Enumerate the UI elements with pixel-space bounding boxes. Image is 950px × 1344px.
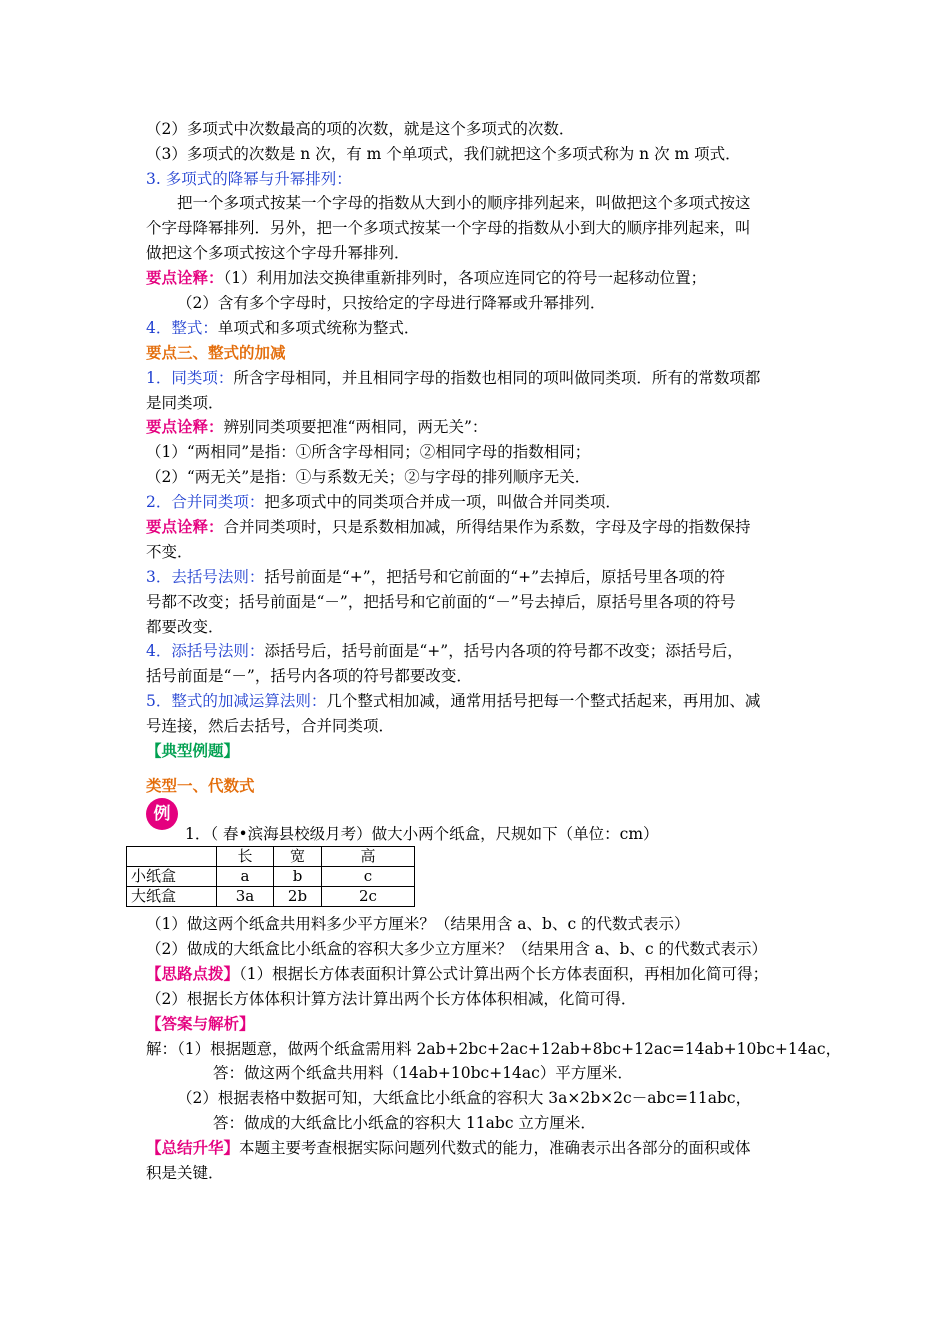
note-text: （1）利用加法交换律重新排列时，各项应连同它的符号一起移动位置； xyxy=(223,269,707,287)
note-line xyxy=(146,417,487,437)
note-line xyxy=(146,268,706,288)
table-row-label: 小纸盒 xyxy=(127,867,217,887)
text-line: （2）根据长方体体积计算方法计算出两个长方体体积相减，化简可得． xyxy=(146,990,637,1008)
solution-line: 解：（1）根据题意，做两个纸盒需用料 2ab+2bc+2ac+12ab+8bc+12ac=14ab+10bc+14ac， xyxy=(146,1040,842,1058)
table-header-cell: 宽 xyxy=(274,847,322,867)
text-line: 是同类项． xyxy=(146,394,224,412)
text-line: （2）多项式中次数最高的项的次数，就是这个多项式的次数． xyxy=(146,120,575,138)
definition-line xyxy=(146,641,743,661)
text-line: 个字母降幂排列．另外，把一个多项式按某一个字母的指数从小到大的顺序排列起来，叫 xyxy=(146,219,751,237)
text-line: 都要改变． xyxy=(146,618,224,636)
note-line xyxy=(146,517,751,537)
table-cell: 3a xyxy=(217,887,274,907)
table-header-cell: 长 xyxy=(217,847,274,867)
table-header-row xyxy=(127,847,415,867)
table-row-label: 大纸盒 xyxy=(127,887,217,907)
note-text: 辨别同类项要把准“两相同，两无关”： xyxy=(223,418,488,436)
table-cell: 2c xyxy=(322,887,415,907)
term-text: 所含字母相同，并且相同字母的指数也相同的项叫做同类项．所有的常数项都 xyxy=(233,369,761,387)
definition-line xyxy=(146,492,621,512)
text-line: （3）多项式的次数是 n 次，有 m 个单项式，我们就把这个多项式称为 n 次 m 项式． xyxy=(146,145,741,163)
table-cell: c xyxy=(322,867,415,887)
table-cell: b xyxy=(274,867,322,887)
solution-line: 答：做这两个纸盒共用料（14ab+10bc+14ac）平方厘米． xyxy=(213,1064,633,1082)
table-cell xyxy=(127,847,217,867)
question-part: （1）做这两个纸盒共用料多少平方厘米？（结果用含 a、b、c 的代数式表示） xyxy=(146,915,690,933)
text-line: 做把这个多项式按这个字母升幂排列． xyxy=(146,244,410,262)
note-text: 合并同类项时，只是系数相加减，所得结果作为系数，字母及字母的指数保持 xyxy=(223,518,751,536)
table-cell: 2b xyxy=(274,887,322,907)
term-text: 括号前面是“+”，把括号和它前面的“+”去掉后，原括号里各项的符 xyxy=(264,568,726,586)
text-line: 不变． xyxy=(146,543,193,561)
term-text: 几个整式相加减，通常用括号把每一个整式括起来，再用加、减 xyxy=(326,692,761,710)
question-part: （2）做成的大纸盒比小纸盒的容积大多少立方厘米？（结果用含 a、b、c 的代数式表示） xyxy=(146,940,768,958)
text-line: 把一个多项式按某一个字母的指数从大到小的顺序排列起来，叫做把这个多项式按这 xyxy=(177,194,751,212)
summary-label: 【总结升华】 xyxy=(146,1138,240,1157)
definition-line xyxy=(146,368,760,388)
type-heading: 类型一、代数式 xyxy=(146,776,255,795)
table-row xyxy=(127,867,415,887)
text-line: （2）“两无关”是指：①与系数无关；②与字母的排列顺序无关． xyxy=(146,468,591,486)
term-text: 把多项式中的同类项合并成一项，叫做合并同类项． xyxy=(264,493,621,511)
definition-line xyxy=(146,318,419,338)
term-label: 5．整式的加减运算法则： xyxy=(146,692,327,710)
text-line: 括号前面是“－”，括号内各项的符号都要改变． xyxy=(146,667,472,685)
text-line: 号都不改变；括号前面是“－”，把括号和它前面的“－”号去掉后，原括号里各项的符号 xyxy=(146,593,736,611)
term-text: 单项式和多项式统称为整式． xyxy=(217,319,420,337)
hint-text: （1）根据长方体表面积计算公式计算出两个长方体表面积，再相加化简可得； xyxy=(239,965,769,983)
section-title: 要点三、整式的加减 xyxy=(146,343,286,362)
summary-text: 本题主要考查根据实际问题列代数式的能力，准确表示出各部分的面积或体 xyxy=(239,1139,751,1157)
term-label: 1．同类项： xyxy=(146,369,234,387)
term-label: 4．整式： xyxy=(146,319,218,337)
text-line: （1）“两相同”是指：①所含字母相同；②相同字母的指数相同； xyxy=(146,443,591,461)
typical-examples-heading: 【典型例题】 xyxy=(146,741,240,760)
term-label: 3．去括号法则： xyxy=(146,568,265,586)
table-row xyxy=(127,887,415,907)
text-line: 积是关键． xyxy=(146,1164,224,1182)
definition-line xyxy=(146,691,760,711)
solution-line: 答：做成的大纸盒比小纸盒的容积大 11abc 立方厘米． xyxy=(213,1114,596,1132)
answer-heading: 【答案与解析】 xyxy=(146,1014,255,1033)
solution-line: （2）根据表格中数据可知，大纸盒比小纸盒的容积大 3a×2b×2c－abc=11abc， xyxy=(177,1089,752,1107)
box-size-table xyxy=(126,846,415,907)
note-label: 要点诠释： xyxy=(146,417,224,436)
definition-line xyxy=(146,567,725,587)
text-line: （2）含有多个字母时，只按给定的字母进行降幂或升幂排列． xyxy=(177,294,606,312)
section-heading: 3. 多项式的降幂与升幂排列： xyxy=(146,170,352,188)
table-header-cell: 高 xyxy=(322,847,415,867)
note-label: 要点诠释： xyxy=(146,268,224,287)
note-label: 要点诠释： xyxy=(146,517,224,536)
summary-line xyxy=(146,1138,751,1158)
text-line: 号连接，然后去括号，合并同类项． xyxy=(146,717,395,735)
term-label: 2．合并同类项： xyxy=(146,493,265,511)
hint-label: 【思路点拨】 xyxy=(146,964,240,983)
term-text: 添括号后，括号前面是“+”，括号内各项的符号都不改变；添括号后， xyxy=(264,642,743,660)
table-cell: a xyxy=(217,867,274,887)
hint-line xyxy=(146,964,768,984)
question-line: 1．（ 春•滨海县校级月考）做大小两个纸盒，尺规如下（单位：cm） xyxy=(185,825,659,843)
term-label: 4．添括号法则： xyxy=(146,642,265,660)
example-badge-icon: 例 xyxy=(146,798,178,830)
